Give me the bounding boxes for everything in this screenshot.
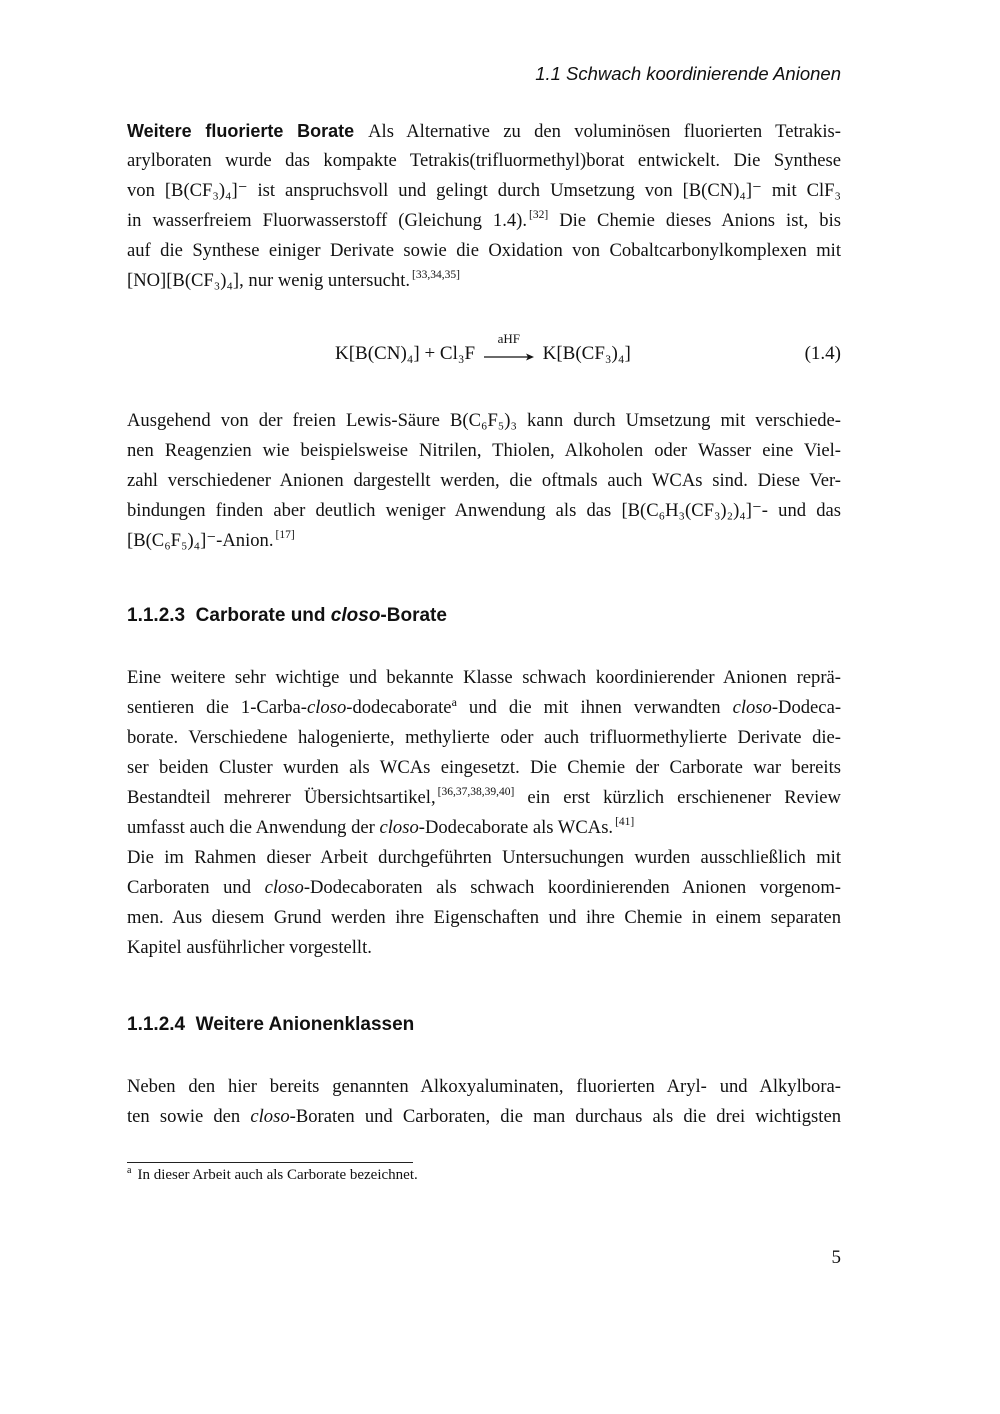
text-line: Weitere fluorierte Borate Als Alternative zu den voluminösen fluorierten Tetrakis- xyxy=(127,121,841,142)
equation-products: K[B(CF₃)₄] xyxy=(542,343,631,364)
text-line: von [B(CF₃)₄]⁻ ist anspruchsvoll und gelingt durch Umsetzung von [B(CN)₄]⁻ mit ClF₃ xyxy=(127,180,841,201)
paragraph-fluorinated-borates xyxy=(127,116,841,296)
citation: [33,34,35] xyxy=(412,269,460,281)
text-line: men. Aus diesem Grund werden ihre Eigenschaften und ihre Chemie in einem separaten xyxy=(127,907,841,928)
text-line: Kapitel ausführlicher vorgestellt. xyxy=(127,937,372,958)
footnote-mark: a xyxy=(127,1165,132,1176)
footnote-mark: a xyxy=(451,695,457,709)
text-line: Eine weitere sehr wichtige und bekannte Klasse schwach koordinierender Anionen reprä- xyxy=(127,667,841,688)
section-heading-weitere: 1.1.2.4 Weitere Anionenklassen xyxy=(127,1014,415,1035)
footnote-text: In dieser Arbeit auch als Carborate bezeichnet. xyxy=(137,1167,418,1183)
citation: [41] xyxy=(615,816,635,828)
text-line: in wasserfreiem Fluorwasserstoff (Gleichung 1.4). [32] Die Chemie dieses Anions ist, bis xyxy=(127,209,841,231)
text-line: ten sowie den closo-Boraten und Carboraten, die man durchaus als die drei wichtigsten xyxy=(127,1106,841,1127)
section-heading-carborate: 1.1.2.3 Carborate und closo-Borate xyxy=(127,605,447,626)
text-line: ser beiden Cluster wurden als WCAs eingesetzt. Die Chemie der Carborate war bereits xyxy=(127,757,841,778)
text-line: zahl verschiedener Anionen dargestellt werden, die oftmals auch WCAs sind. Diese Ver- xyxy=(127,470,841,491)
paragraph-carborate xyxy=(127,663,841,963)
text-line: auf die Synthese einiger Derivate sowie die Oxidation von Cobaltcarbonylkomplexen mit xyxy=(127,240,841,261)
equation-body xyxy=(335,330,631,365)
running-header xyxy=(535,63,841,86)
text-line: bindungen finden aber deutlich weniger Anwendung als das [B(C₆H₃(CF₃)₂)₄]⁻- und das xyxy=(127,500,841,521)
footnote xyxy=(127,1165,418,1184)
arrow-condition: aHF xyxy=(497,330,521,346)
section-number: 1.1.2.4 xyxy=(127,1014,186,1035)
text-line: [B(C₆F₅)₄]⁻-Anion. [17] xyxy=(127,529,295,551)
section-number: 1.1.2.3 xyxy=(127,605,186,626)
reaction-arrow xyxy=(484,330,534,365)
text-line: borate. Verschiedene halogenierte, methylierte oder auch trifluormethylierte Derivate die- xyxy=(127,727,841,748)
text-line: Carboraten und closo-Dodecaboraten als schwach koordinierenden Anionen vorgenom- xyxy=(127,877,841,898)
runin-heading: Weitere fluorierte Borate xyxy=(127,121,355,141)
text-line: sentieren die 1-Carba-closo-dodecaborate$^a$ und die mit ihnen verwandten closo-Dodeca- xyxy=(127,695,842,718)
running-header-title: 1.1 Schwach koordinierende Anionen xyxy=(535,63,841,84)
equation-reactants: K[B(CN)₄] + Cl₃F xyxy=(335,343,476,364)
text-line: Die im Rahmen dieser Arbeit durchgeführten Untersuchungen wurden ausschließlich mit xyxy=(127,847,841,868)
text-line: Neben den hier bereits genannten Alkoxyaluminaten, fluorierten Aryl- und Alkylbora- xyxy=(127,1076,841,1097)
citation: [17] xyxy=(275,529,295,541)
text-line: arylboraten wurde das kompakte Tetrakis(trifluormethyl)borat entwickelt. Die Synthese xyxy=(127,150,841,171)
equation-1-4 xyxy=(127,330,841,377)
paragraph-lewis-acid xyxy=(127,406,841,556)
footnote-rule xyxy=(127,1162,413,1163)
paragraph-weitere xyxy=(127,1072,841,1132)
arrow-icon xyxy=(484,353,534,361)
citation: [36,37,38,39,40] xyxy=(437,786,515,798)
page-number: 5 xyxy=(831,1247,841,1268)
text-line: Bestandteil mehrerer Übersichtsartikel, [36,37,38,39,40] ein erst kürzlich erschienener Review xyxy=(127,786,841,808)
text-line: [NO][B(CF₃)₄], nur wenig untersucht. [33,34,35] xyxy=(127,269,460,291)
equation-number: (1.4) xyxy=(804,343,841,364)
text-line: umfasst auch die Anwendung der closo-Dodecaborate als WCAs. [41] xyxy=(127,816,635,838)
citation: [32] xyxy=(529,209,549,221)
text-line: nen Reagenzien wie beispielsweise Nitrilen, Thiolen, Alkoholen oder Wasser eine Viel- xyxy=(127,440,841,461)
text-line: Ausgehend von der freien Lewis-Säure B(C₆F₅)₃ kann durch Umsetzung mit verschiede- xyxy=(127,410,841,431)
